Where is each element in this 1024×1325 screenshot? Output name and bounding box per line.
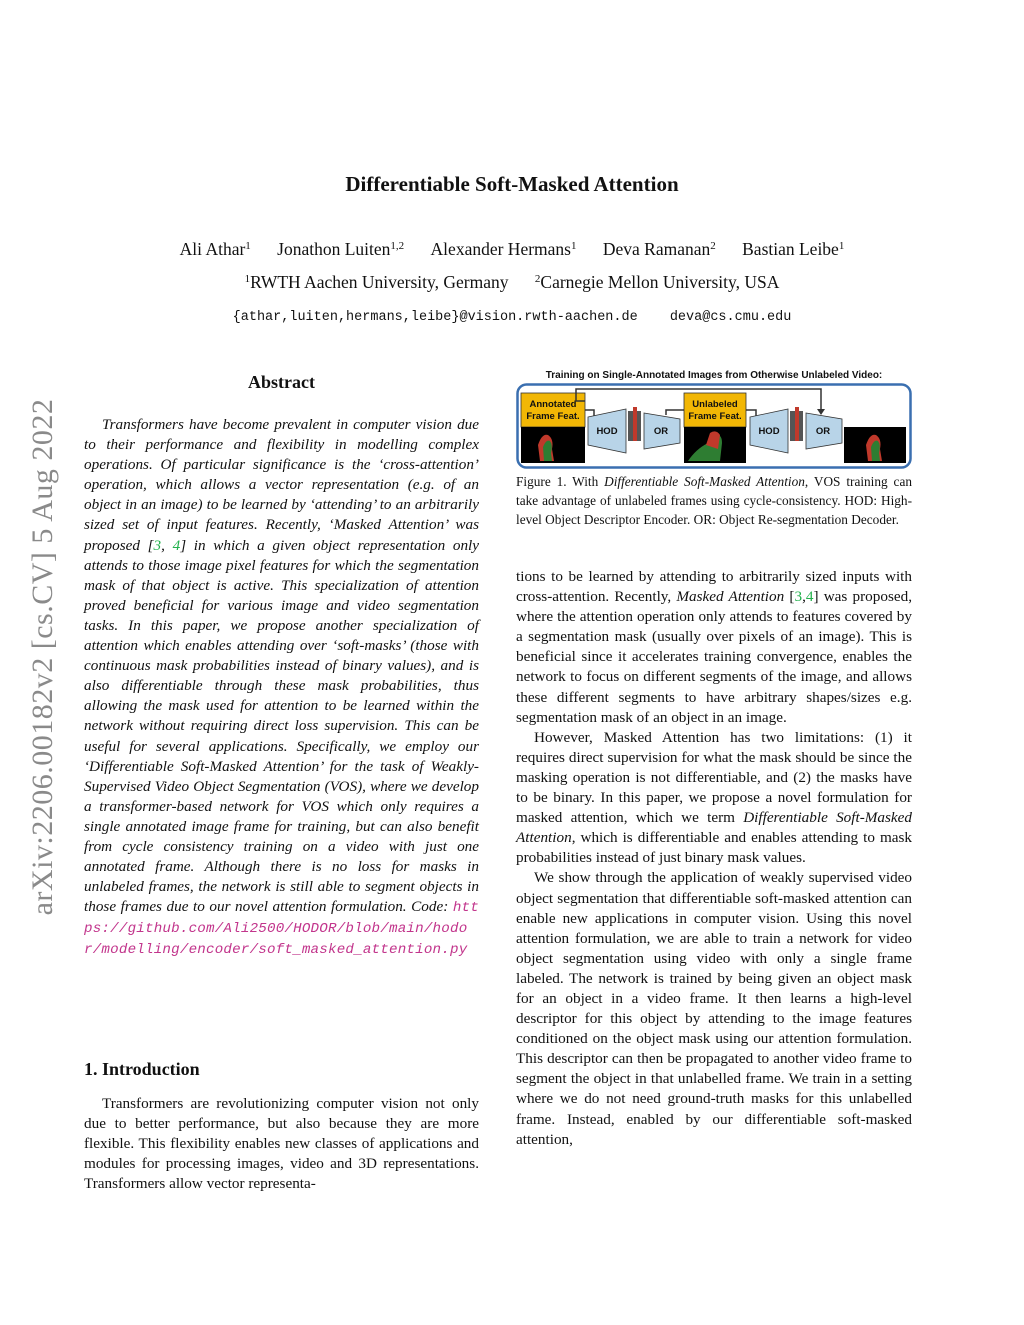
affiliation: $^1$RWTH Aachen University, Germany	[244, 272, 509, 292]
author: Ali Athar$^1$	[179, 239, 251, 259]
unlabeled-label-1: Unlabeled	[692, 399, 738, 410]
or-label: OR	[815, 426, 831, 437]
abstract-heading: Abstract	[248, 372, 315, 392]
affiliation-list	[0, 272, 1024, 293]
descriptor-bar	[799, 411, 803, 441]
introduction-paragraph: Transformers are revolutionizing computer vision not only due to better performance, but also because they are more flexible. This flexibility enables new classes of applications and modules for processing images, video and 3D representations. Transformers allow vector representa-	[84, 1095, 479, 1193]
code-label: Code:	[411, 898, 449, 916]
code-url-link[interactable]: https://github.com/Ali2500/HODOR/blob/main/hodor/modelling/encoder/soft_masked_attention.py	[84, 900, 479, 959]
citation-link[interactable]: 3	[153, 536, 162, 554]
descriptor-bar	[628, 411, 633, 441]
or-label: OR	[653, 426, 669, 437]
hod-label: HOD	[758, 426, 780, 437]
citation-link[interactable]: 4	[172, 536, 181, 554]
author: Bastian Leibe$^1$	[742, 239, 845, 259]
author-list	[0, 239, 1024, 260]
figure-caption: Figure 1. With Differentiable Soft-Masked Attention, VOS training can take advantage of unlabeled frames using cycle-consistency. HOD: High-level Object Descriptor Encoder. OR: Object Re-segmentation Decoder.	[516, 474, 912, 527]
abstract-section	[84, 372, 479, 961]
arxiv-id: arXiv:2206.00182v2 [cs.CV] 5 Aug 2022	[26, 398, 59, 916]
annotated-label-1: Annotated	[529, 399, 577, 410]
author: Jonathon Luiten$^{1,2}$	[277, 239, 405, 259]
author: Alexander Hermans$^1$	[430, 239, 577, 259]
hod-label: HOD	[596, 426, 618, 437]
affiliation: $^2$Carnegie Mellon University, USA	[534, 272, 780, 292]
arxiv-side-stamp	[18, 352, 68, 962]
figure-1-svg	[516, 383, 912, 469]
introduction-heading: 1. Introduction	[84, 1059, 200, 1079]
unlabeled-label-2: Frame Feat.	[688, 411, 742, 422]
descriptor-bar	[790, 411, 795, 441]
figure-1-diagram	[516, 383, 912, 469]
paragraph: However, Masked Attention has two limitations: (1) it requires direct supervision for what the mask should be since the masking operation is not differentiable, and (2) the masks have to be binary. In this paper, we propose a novel formulation for masked attention, which we term Differentiable Soft-Masked Attention, which is differentiable and enables attending to mask probabilities instead of just binary mask values.	[516, 728, 912, 867]
paragraph: tions to be learned by attending to arbitrarily sized inputs with cross-attention. Recently, Masked Attention [3,4] was proposed, where the attention operation only attends to features covered by a segmentation mask (usually over pixels of an image). This is beneficial since it accelerates training convergence, enables the network to focus on different segments of the image, and allows these different segments to have arbitrary shapes/sizes e.g. segmentation mask of an object in an image.	[516, 568, 913, 726]
author: Deva Ramanan$^2$	[602, 239, 716, 259]
figure-title: Training on Single-Annotated Images from Otherwise Unlabeled Video:	[545, 370, 883, 381]
paragraph: We show through the application of weakly supervised video object segmentation that differentiable soft-masked attention can enable new applications in computer vision. Using this novel attention formulation, we are able to train a network for video object segmentation using video with only a single frame labeled. The network is trained by being given an object mask for an object in a video frame. It then learns a high-level descriptor for this object by attending to the image features conditioned on the object mask using our attention formulation. This descriptor can then be propagated to another video frame to segment the object in that unlabelled frame. We train in a setting where we do not need ground-truth masks for this unlabelled frame. Instead, enabled by our differentiable soft-masked attention,	[516, 869, 912, 1148]
citation-link[interactable]: 3	[794, 588, 803, 606]
descriptor-bar	[637, 411, 641, 441]
abstract-text: Transformers have become prevalent in computer vision due to their performance and flexibility in modelling complex operations. Of particular significance is the ‘cross-attention’ operation, which allows a vector representation (e.g. of an object in an image) to be learned by ‘attending’ to an arbitrarily sized set of input features. Recently, ‘Masked Attention’ was proposed [3, 4] in which a given object representation only attends to those image pixel features for which the segmentation mask of that object is active. This specialization of attention proved beneficial for various image and video segmentation tasks. In this paper, we propose another specialization of attention which enables attending over ‘soft-masks’ (those with continuous mask probabilities instead of binary values), and is also differentiable through these mask probabilities, thus allowing the mask used for attention to be learned within the network without requiring direct loss supervision. This can be useful for several applications. Specifically, we employ our ‘Differentiable Soft-Masked Attention’ for the task of Weakly-Supervised Video Object Segmentation (VOS), where we develop a transformer-based network for VOS which only requires a single annotated image frame for training, but can also benefit from cycle consistency training on a video with just one annotated frame. Although there is no loss for masks in unlabeled frames, the network is still able to segment objects in those frames due to our novel attention formulation. Code: https://github.com/Ali2500/HODOR/blob/main/hodor/modelling/encoder/soft_masked_attention.py	[84, 416, 480, 959]
email: deva@cs.cmu.edu	[669, 310, 792, 325]
email: {athar,luiten,hermans,leibe}@vision.rwth-aachen.de	[232, 310, 638, 325]
descriptor-bar	[795, 407, 799, 441]
right-column-text	[516, 567, 912, 1150]
email-list	[0, 310, 1024, 325]
descriptor-bar	[633, 407, 637, 441]
paper-title: Differentiable Soft-Masked Attention	[345, 172, 679, 196]
annotated-label-2: Frame Feat.	[526, 411, 580, 422]
citation-link[interactable]: 4	[805, 588, 814, 606]
